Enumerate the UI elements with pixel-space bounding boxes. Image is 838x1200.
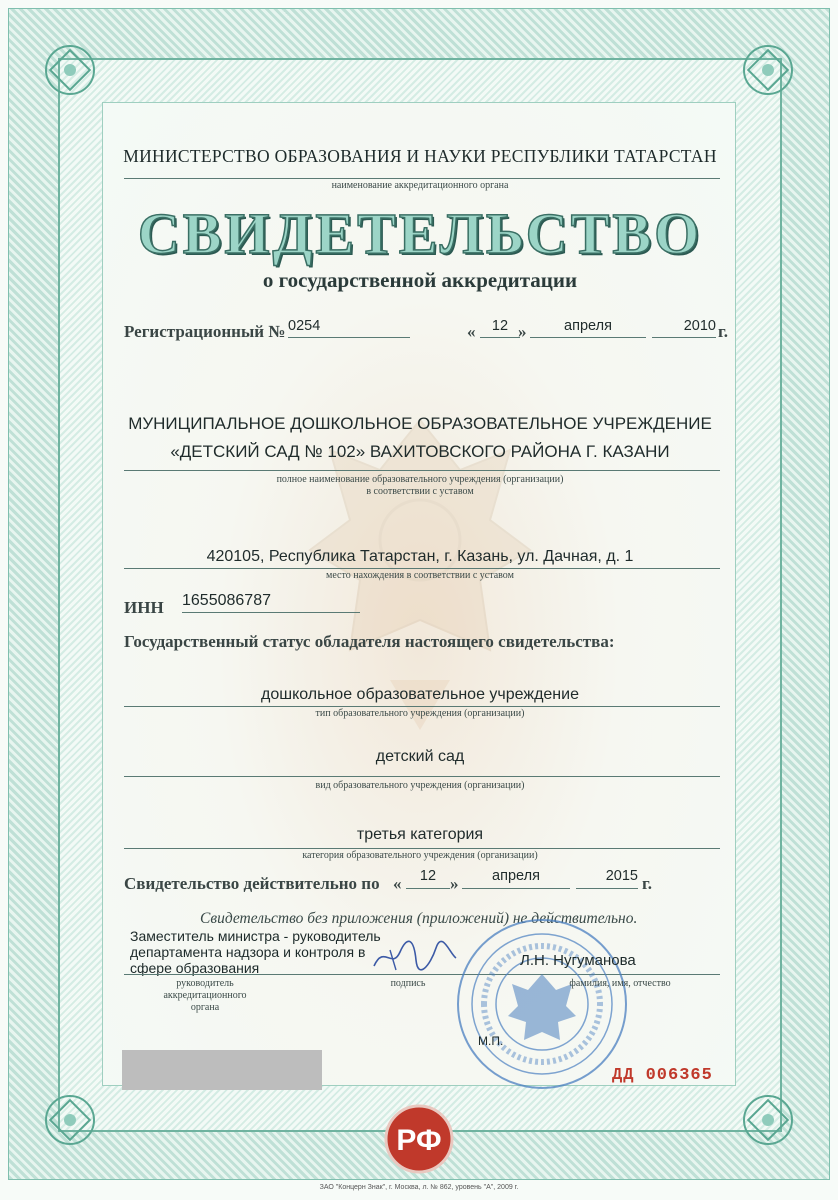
validity-label: Свидетельство действительно по <box>124 874 380 893</box>
open-quote: « <box>467 322 476 341</box>
document-subtitle: о государственной аккредитации <box>262 268 578 292</box>
divider <box>124 178 720 179</box>
institution-type: дошкольное образовательное учреждение <box>261 686 579 703</box>
registration-number: 0254 <box>288 318 321 334</box>
registration-month: апреля <box>564 318 612 334</box>
organization-caption-2: в соответствии с уставом <box>366 486 474 497</box>
corner-ornament-icon <box>738 1090 798 1150</box>
divider <box>124 776 720 777</box>
divider <box>124 848 720 849</box>
organization-name-line1: МУНИЦИПАЛЬНОЕ ДОШКОЛЬНОЕ ОБРАЗОВАТЕЛЬНОЕ УЧРЕЖДЕНИЕ <box>128 414 712 433</box>
head-caption-1: руководитель <box>176 978 234 989</box>
validity-open-quote: « <box>393 874 402 893</box>
handwritten-signature-icon <box>370 930 460 980</box>
validity-day: 12 <box>419 868 437 884</box>
institution-kind-caption: вид образовательного учреждения (организации) <box>315 780 525 791</box>
close-quote: » <box>518 322 527 341</box>
institution-kind: детский сад <box>375 748 465 765</box>
signatory-position <box>130 928 381 976</box>
divider <box>124 706 720 707</box>
rf-logo-icon <box>384 1104 454 1174</box>
signatory-position-line1: Заместитель министра - руководитель <box>130 928 381 944</box>
divider <box>182 612 360 613</box>
corner-ornament-icon <box>40 1090 100 1150</box>
signatory-position-line3: сфере образования <box>130 960 260 976</box>
divider <box>406 888 450 889</box>
organization-caption: полное наименование образовательного учреждения (организации) <box>276 474 564 485</box>
divider <box>124 568 720 569</box>
divider <box>462 888 570 889</box>
year-suffix: г. <box>718 322 729 341</box>
official-seal-icon <box>454 916 630 1092</box>
serial-number: ДД 006365 <box>612 1066 713 1085</box>
status-heading: Государственный статус обладателя настоящего свидетельства: <box>124 632 615 651</box>
institution-category: третья категория <box>356 826 484 843</box>
rf-logo-text: РФ <box>396 1124 442 1157</box>
document-title: СВИДЕТЕЛЬСТВО <box>137 201 703 266</box>
registration-day: 12 <box>491 318 509 334</box>
divider <box>652 337 716 338</box>
redacted-area <box>122 1050 322 1090</box>
divider <box>480 337 520 338</box>
printer-imprint: ЗАО "Концерн Знак", г. Москва, л. № 862, уровень "А", 2009 г. <box>319 1184 519 1191</box>
issuing-authority-caption: наименование аккредитационного органа <box>331 180 509 191</box>
divider <box>124 470 720 471</box>
organization-name-line2: «ДЕТСКИЙ САД № 102» ВАХИТОВСКОГО РАЙОНА Г. КАЗАНИ <box>170 442 670 461</box>
signatory-position-line2: департамента надзора и контроля в <box>130 944 366 960</box>
head-caption-2: аккредитационного <box>163 990 247 1001</box>
head-caption-3: органа <box>190 1002 220 1013</box>
address-caption: место нахождения в соответствии с уставом <box>326 570 514 581</box>
divider <box>576 888 638 889</box>
divider <box>530 337 646 338</box>
institution-type-caption: тип образовательного учреждения (организации) <box>315 708 525 719</box>
issuing-authority: МИНИСТЕРСТВО ОБРАЗОВАНИЯ И НАУКИ РЕСПУБЛИКИ ТАТАРСТАН <box>123 146 717 166</box>
corner-ornament-icon <box>40 40 100 100</box>
inn-label: ИНН <box>124 598 164 617</box>
institution-category-caption: категория образовательного учреждения (организации) <box>302 850 538 861</box>
registration-year: 2010 <box>683 318 716 334</box>
organization-address: 420105, Республика Татарстан, г. Казань, ул. Дачная, д. 1 <box>206 548 634 565</box>
corner-ornament-icon <box>738 40 798 100</box>
validity-close-quote: » <box>450 874 459 893</box>
inn-value: 1655086787 <box>182 592 271 609</box>
registration-label: Регистрационный № <box>124 322 286 341</box>
signatory-name: Л.Н. Нугуманова <box>520 952 636 969</box>
validity-year-suffix: г. <box>642 874 653 893</box>
validity-month: апреля <box>492 868 540 884</box>
validity-year: 2015 <box>605 868 638 884</box>
name-caption: фамилия, имя, отчество <box>569 978 671 989</box>
attachment-notice: Свидетельство без приложения (приложений) не действительно. <box>200 910 638 927</box>
seal-place-label: М.П. <box>478 1034 504 1048</box>
signature-caption: подпись <box>390 978 426 989</box>
divider <box>288 337 410 338</box>
